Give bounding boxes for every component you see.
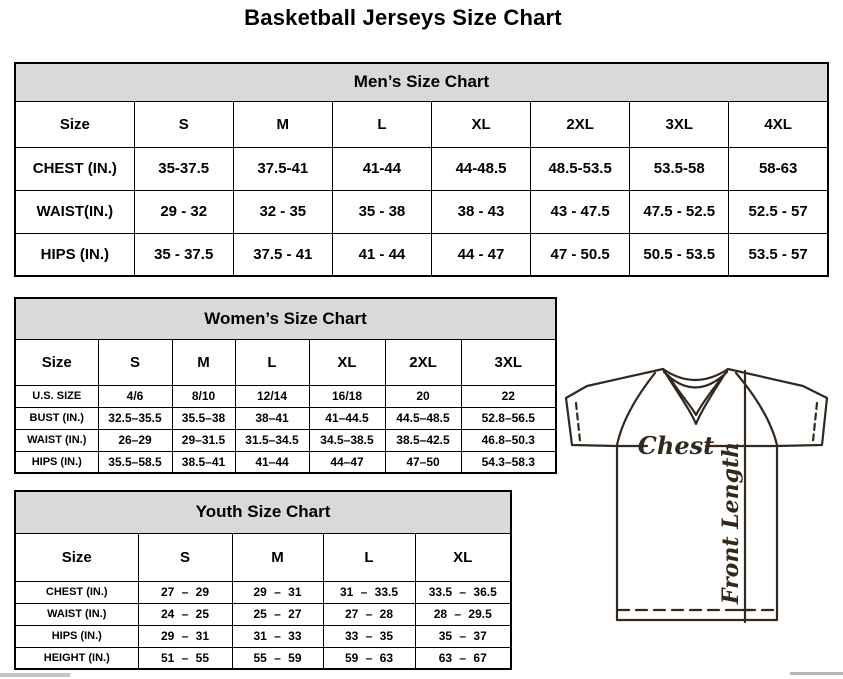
youth-column-header: XL (415, 533, 511, 581)
size-value-cell: 44.5–48.5 (385, 407, 461, 429)
size-value-cell: 54.3–58.3 (461, 451, 556, 473)
men-table-title: Men’s Size Chart (15, 63, 828, 101)
size-value-cell: 52.8–56.5 (461, 407, 556, 429)
women-column-header: 2XL (385, 339, 461, 385)
size-value-cell: 31 – 33.5 (323, 581, 415, 603)
row-label: CHEST (IN.) (15, 581, 138, 603)
size-value-cell: 35.5–38 (172, 407, 235, 429)
women-table-row (15, 385, 556, 407)
women-column-header: XL (309, 339, 385, 385)
size-value-cell: 29 – 31 (138, 625, 232, 647)
size-value-cell: 25 – 27 (232, 603, 323, 625)
size-value-cell: 29 – 31 (232, 581, 323, 603)
men-column-header: S (134, 101, 233, 147)
size-value-cell: 22 (461, 385, 556, 407)
size-value-cell: 31.5–34.5 (235, 429, 309, 451)
size-value-cell: 41–44 (235, 451, 309, 473)
page-title: Basketball Jerseys Size Chart (244, 5, 562, 30)
youth-table-row (15, 625, 511, 647)
size-value-cell: 16/18 (309, 385, 385, 407)
youth-table-row (15, 581, 511, 603)
size-value-cell: 41-44 (332, 147, 431, 190)
size-value-cell: 35 – 37 (415, 625, 511, 647)
chest-label: Chest (637, 431, 715, 460)
youth-size-table (14, 490, 512, 670)
size-value-cell: 20 (385, 385, 461, 407)
size-value-cell: 24 – 25 (138, 603, 232, 625)
youth-column-header: Size (15, 533, 138, 581)
size-value-cell: 33 – 35 (323, 625, 415, 647)
size-value-cell: 59 – 63 (323, 647, 415, 669)
women-column-header: Size (15, 339, 98, 385)
size-value-cell: 41 - 44 (332, 233, 431, 276)
women-column-header: L (235, 339, 309, 385)
men-column-header: Size (15, 101, 134, 147)
size-value-cell: 33.5 – 36.5 (415, 581, 511, 603)
size-value-cell: 28 – 29.5 (415, 603, 511, 625)
women-table-title: Women’s Size Chart (15, 298, 556, 339)
size-value-cell: 38–41 (235, 407, 309, 429)
men-column-header: L (332, 101, 431, 147)
size-value-cell: 35.5–58.5 (98, 451, 172, 473)
row-label: HIPS (IN.) (15, 625, 138, 647)
jersey-outline (566, 369, 827, 620)
size-value-cell: 38 - 43 (431, 190, 530, 233)
men-column-header: 4XL (729, 101, 828, 147)
size-value-cell: 12/14 (235, 385, 309, 407)
size-value-cell: 52.5 - 57 (729, 190, 828, 233)
bottom-right-edge-strip (790, 672, 843, 675)
size-value-cell: 44–47 (309, 451, 385, 473)
size-value-cell: 44 - 47 (431, 233, 530, 276)
men-column-header: 2XL (531, 101, 630, 147)
womens-size-table (14, 297, 557, 474)
jersey-right-cuff-dashed-line (813, 403, 817, 441)
size-value-cell: 53.5-58 (630, 147, 729, 190)
women-table-row (15, 451, 556, 473)
size-value-cell: 63 – 67 (415, 647, 511, 669)
size-value-cell: 31 – 33 (232, 625, 323, 647)
size-value-cell: 35 - 38 (332, 190, 431, 233)
women-column-header: S (98, 339, 172, 385)
row-label: CHEST (IN.) (15, 147, 134, 190)
youth-column-header: M (232, 533, 323, 581)
size-value-cell: 58-63 (729, 147, 828, 190)
youth-table-row (15, 647, 511, 669)
size-value-cell: 27 – 28 (323, 603, 415, 625)
size-value-cell: 32.5–35.5 (98, 407, 172, 429)
women-table-row (15, 429, 556, 451)
size-value-cell: 38.5–42.5 (385, 429, 461, 451)
size-value-cell: 43 - 47.5 (531, 190, 630, 233)
size-value-cell: 47 - 50.5 (531, 233, 630, 276)
size-value-cell: 46.8–50.3 (461, 429, 556, 451)
row-label: BUST (IN.) (15, 407, 98, 429)
men-table-row (15, 190, 828, 233)
jersey-right-armhole-seam (736, 373, 777, 445)
row-label: WAIST (IN.) (15, 603, 138, 625)
jersey-left-cuff-dashed-line (576, 403, 580, 441)
bottom-left-edge-strip (0, 673, 70, 677)
size-value-cell: 41–44.5 (309, 407, 385, 429)
men-column-header: XL (431, 101, 530, 147)
size-value-cell: 47.5 - 52.5 (630, 190, 729, 233)
women-table-row (15, 407, 556, 429)
row-label: WAIST(IN.) (15, 190, 134, 233)
row-label: HIPS (IN.) (15, 233, 134, 276)
size-value-cell: 27 – 29 (138, 581, 232, 603)
youth-table-title: Youth Size Chart (15, 491, 511, 533)
men-column-header: 3XL (630, 101, 729, 147)
size-value-cell: 48.5-53.5 (531, 147, 630, 190)
size-value-cell: 37.5-41 (233, 147, 332, 190)
women-column-header: 3XL (461, 339, 556, 385)
size-value-cell: 29–31.5 (172, 429, 235, 451)
size-value-cell: 44-48.5 (431, 147, 530, 190)
size-value-cell: 26–29 (98, 429, 172, 451)
size-value-cell: 38.5–41 (172, 451, 235, 473)
size-value-cell: 55 – 59 (232, 647, 323, 669)
size-value-cell: 8/10 (172, 385, 235, 407)
jersey-measurement-diagram (553, 358, 837, 632)
women-column-header: M (172, 339, 235, 385)
mens-size-table (14, 62, 829, 277)
front-length-label: Front Length (718, 441, 744, 605)
size-value-cell: 34.5–38.5 (309, 429, 385, 451)
size-value-cell: 32 - 35 (233, 190, 332, 233)
size-value-cell: 53.5 - 57 (729, 233, 828, 276)
youth-table-row (15, 603, 511, 625)
youth-column-header: S (138, 533, 232, 581)
men-column-header: M (233, 101, 332, 147)
size-value-cell: 47–50 (385, 451, 461, 473)
size-value-cell: 51 – 55 (138, 647, 232, 669)
row-label: HIPS (IN.) (15, 451, 98, 473)
size-value-cell: 50.5 - 53.5 (630, 233, 729, 276)
row-label: U.S. SIZE (15, 385, 98, 407)
size-value-cell: 29 - 32 (134, 190, 233, 233)
size-value-cell: 35 - 37.5 (134, 233, 233, 276)
row-label: WAIST (IN.) (15, 429, 98, 451)
size-value-cell: 4/6 (98, 385, 172, 407)
youth-column-header: L (323, 533, 415, 581)
men-table-row (15, 233, 828, 276)
size-value-cell: 35-37.5 (134, 147, 233, 190)
size-value-cell: 37.5 - 41 (233, 233, 332, 276)
row-label: HEIGHT (IN.) (15, 647, 138, 669)
men-table-row (15, 147, 828, 190)
